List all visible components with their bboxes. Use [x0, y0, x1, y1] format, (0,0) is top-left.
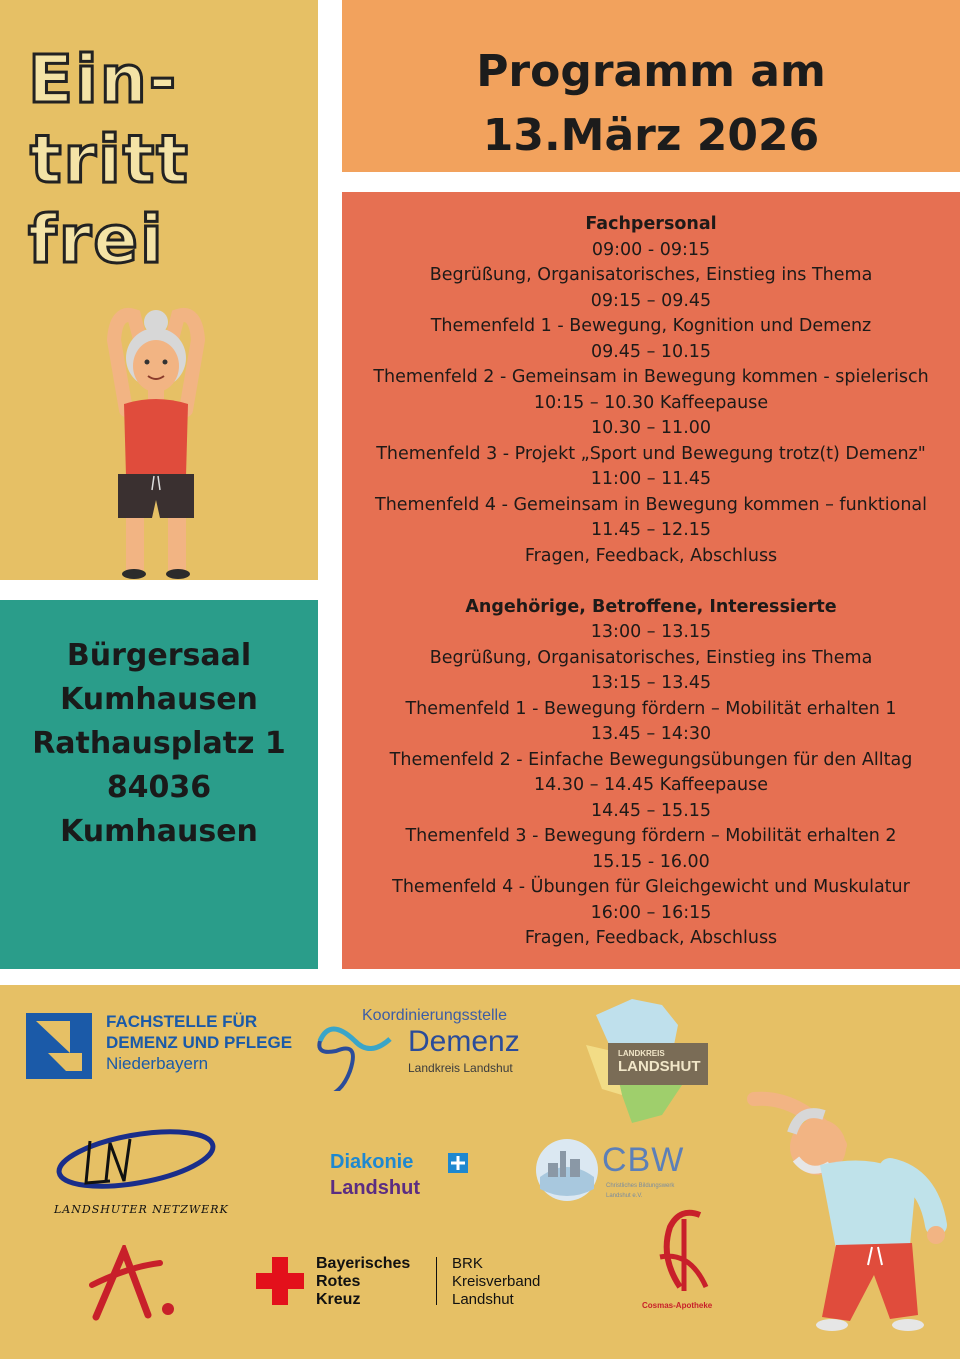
schedule-line: 13.45 – 14:30	[590, 724, 712, 744]
schedule-line: Fragen, Feedback, Abschluss	[524, 928, 778, 948]
venue-address	[0, 634, 318, 854]
sponsor-logos-panel	[0, 985, 960, 1359]
schedule-line: Themenfeld 4 - Gemeinsam in Bewegung kommen – funktional	[375, 494, 927, 515]
schedule-line: Themenfeld 4 - Übungen für Gleichgewicht und Muskulatur	[392, 877, 910, 897]
netzwerk-swoosh-icon	[50, 1121, 220, 1197]
section-heading: Angehörige, Betroffene, Interessierte	[465, 596, 837, 617]
netzwerk-text: LANDSHUTER NETZWERK	[54, 1203, 229, 1216]
fachstelle-line-1: FACHSTELLE FÜR	[106, 1012, 258, 1031]
schedule-line: 15.15 - 16.00	[592, 851, 710, 872]
venue-line: Kumhausen	[60, 814, 258, 849]
exercising-grandma-illustration	[96, 300, 216, 580]
koord-line-1: Koordinierungsstelle	[362, 1007, 507, 1024]
title-line-2: 13.März 2026	[482, 110, 820, 161]
schedule-line: Begrüßung, Organisatorisches, Einstieg ins Thema	[429, 265, 873, 285]
schedule-line: 11:00 – 11.45	[590, 469, 712, 489]
cbw-name: CBW	[602, 1141, 685, 1179]
schedule-line: 16:00 – 16:15	[590, 902, 712, 923]
program-schedule	[342, 212, 960, 952]
venue-line: Bürgersaal	[66, 638, 252, 673]
venue-panel	[0, 600, 318, 969]
schedule-line: Fragen, Feedback, Abschluss	[524, 545, 778, 566]
fachstelle-logo	[26, 1011, 296, 1081]
brk-line-2: Rotes	[316, 1273, 361, 1290]
venue-line: Rathausplatz 1	[32, 726, 286, 761]
apotheke-a-icon	[88, 1245, 184, 1325]
schedule-line: Begrüßung, Organisatorisches, Einstieg ins Thema	[429, 647, 873, 668]
stretching-grandpa-illustration	[740, 1085, 960, 1345]
landkreis-landshut-logo	[582, 995, 712, 1135]
cbw-sub-2: Landshut e.V.	[606, 1193, 643, 1199]
fachstelle-line-3: Niederbayern	[106, 1054, 209, 1073]
cosmas-apotheke-logo	[630, 1207, 730, 1317]
headline-line-1: Ein-	[28, 41, 179, 118]
koordinierungsstelle-logo	[310, 1007, 530, 1097]
cbw-emblem-icon	[534, 1137, 600, 1203]
cosmas-monogram-icon	[640, 1207, 720, 1297]
schedule-line: 14.45 – 15.15	[590, 800, 712, 821]
fachstelle-line-2: DEMENZ UND PFLEGE	[106, 1033, 293, 1052]
brk-line-3: Kreuz	[316, 1291, 361, 1308]
schedule-line: Themenfeld 3 - Bewegung fördern – Mobilität erhalten 2	[405, 826, 897, 846]
diakonie-line-2: Landshut	[330, 1177, 420, 1199]
schedule-line: Themenfeld 2 - Gemeinsam in Bewegung kommen - spielerisch	[373, 367, 929, 387]
koord-line-2: Demenz	[408, 1025, 520, 1058]
headline-line-3: frei	[28, 201, 165, 278]
schedule-line: 14.30 – 14.45 Kaffeepause	[534, 775, 768, 795]
diakonie-logo	[330, 1151, 490, 1205]
diakonie-line-1: Diakonie	[330, 1151, 414, 1173]
cosmas-text: Cosmas-Apotheke	[642, 1301, 713, 1310]
schedule-line: 11.45 – 12.15	[590, 520, 712, 540]
schedule-line: Themenfeld 2 - Einfache Bewegungsübungen für den Alltag	[389, 749, 913, 770]
title-panel	[342, 0, 960, 172]
brk-right-1: BRK	[452, 1255, 483, 1272]
headline-panel	[0, 0, 318, 580]
cbw-sub-1: Christliches Bildungswerk	[606, 1183, 675, 1189]
schedule-line: 09:15 – 09.45	[590, 290, 712, 311]
landkreis-line-1: LANDKREIS	[618, 1049, 665, 1058]
landkreis-line-2: LANDSHUT	[618, 1058, 701, 1075]
brk-right-3: Landshut	[452, 1291, 514, 1308]
brk-line-1: Bayerisches	[316, 1255, 411, 1272]
schedule-line: 10.30 – 11.00	[590, 418, 712, 438]
schedule-line: 09.45 – 10.15	[590, 341, 712, 362]
venue-line: Kumhausen	[60, 682, 258, 717]
fachstelle-emblem-icon	[26, 1013, 92, 1079]
free-entry-headline	[28, 40, 298, 280]
schedule-line: 09:00 - 09:15	[591, 239, 711, 260]
brk-logo	[256, 1253, 556, 1313]
schedule-line: 10:15 – 10.30 Kaffeepause	[533, 392, 769, 413]
schedule-line: Themenfeld 3 - Projekt „Sport und Bewegung trotz(t) Demenz"	[376, 443, 926, 464]
brk-right-2: Kreisverband	[452, 1273, 541, 1290]
koord-line-3: Landkreis Landshut	[408, 1061, 513, 1075]
cbw-logo	[534, 1135, 704, 1215]
section-heading: Fachpersonal	[585, 214, 717, 234]
schedule-line: 13:00 – 13.15	[590, 622, 712, 642]
headline-line-2: tritt	[30, 121, 190, 198]
venue-line: 84036	[106, 770, 212, 805]
schedule-line: Themenfeld 1 - Bewegung, Kognition und Demenz	[430, 316, 872, 336]
schedule-line: 13:15 – 13.45	[590, 673, 712, 693]
schedule-line: Themenfeld 1 - Bewegung fördern – Mobilität erhalten 1	[405, 698, 897, 719]
brk-divider	[436, 1257, 437, 1305]
program-title	[342, 40, 960, 168]
section-spacer	[342, 569, 960, 595]
landshuter-netzwerk-logo	[50, 1121, 230, 1221]
red-cross-icon	[256, 1257, 304, 1305]
title-line-1: Programm am	[476, 46, 826, 97]
diakonie-cross-icon	[448, 1153, 468, 1173]
program-panel	[342, 192, 960, 969]
